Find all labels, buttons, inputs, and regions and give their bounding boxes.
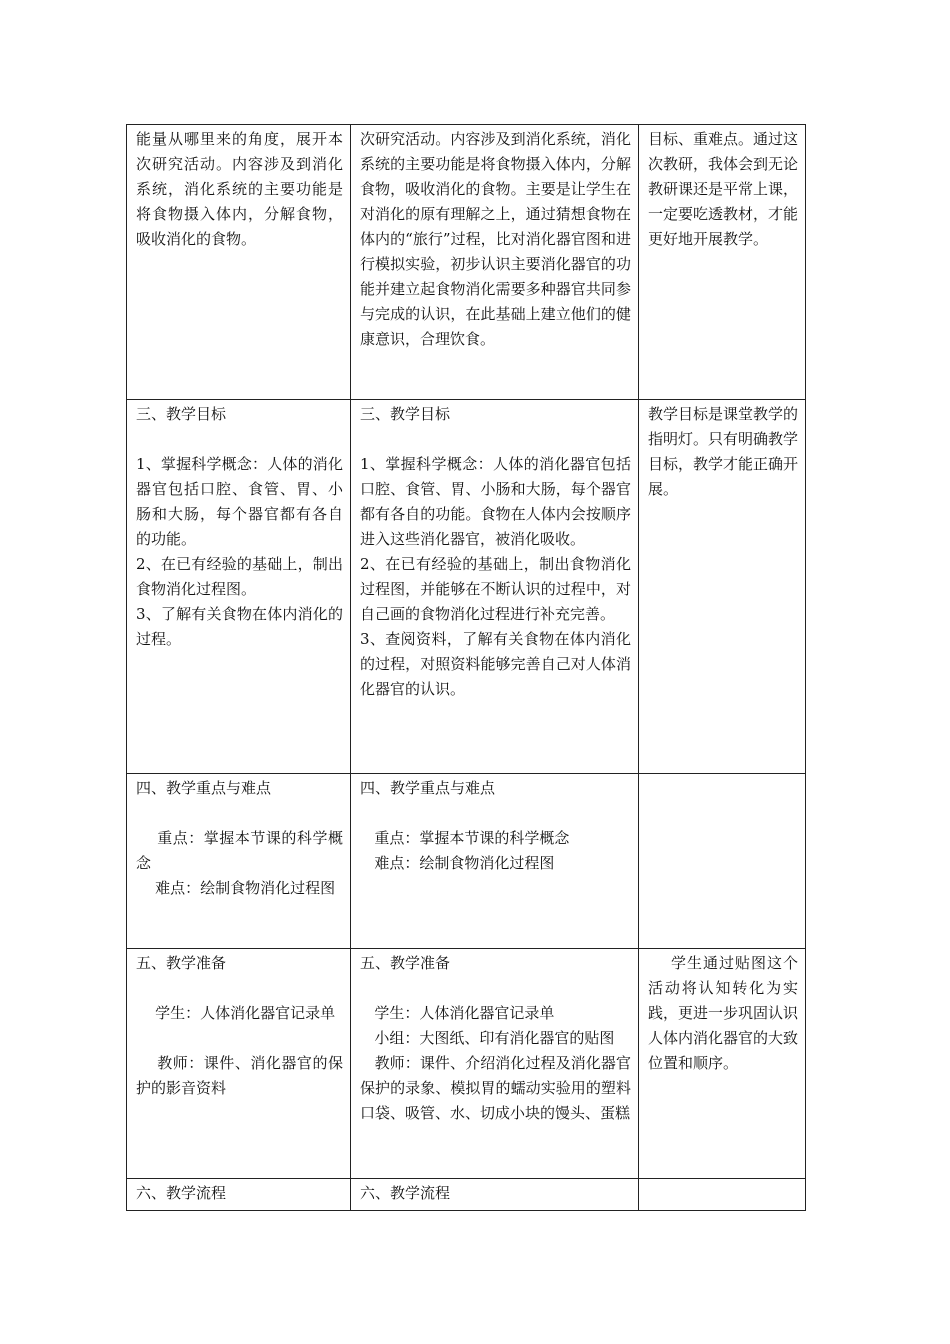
cell-text: 目标、重难点。通过这次教研，我体会到无论教研课还是平常上课，一定要吃透教材，才能更好地开展教学。 — [648, 130, 799, 248]
cell-text: 五、教学准备 学生：人体消化器官记录单 教师：课件、消化器官的保护的影音资料 — [136, 954, 343, 1097]
cell-reflection — [639, 949, 806, 1179]
lesson-plan-table — [126, 124, 806, 1211]
cell-original-design — [127, 400, 351, 774]
cell-text: 教学目标是课堂教学的指明灯。只有明确教学目标，教学才能正确开展。 — [648, 405, 799, 498]
cell-text: 六、教学流程 — [136, 1184, 227, 1202]
cell-text: 学生通过贴图这个活动将认知转化为实践，更进一步巩固认识人体内消化器官的大致位置和顺序。 — [648, 954, 799, 1072]
cell-revised-design — [351, 1179, 639, 1211]
cell-reflection — [639, 400, 806, 774]
cell-original-design — [127, 774, 351, 949]
cell-text: 五、教学准备 学生：人体消化器官记录单 小组：大图纸、印有消化器官的贴图 教师：课件、介绍消化过程及消化器官保护的录象、模拟胃的蠕动实验用的塑料口袋、吸管、水、切成小块的馒头、蛋糕 — [360, 954, 631, 1122]
cell-revised-design — [351, 125, 639, 400]
cell-text: 四、教学重点与难点 重点：掌握本节课的科学概念 难点：绘制食物消化过程图 — [136, 779, 343, 897]
table-row-process — [127, 1179, 806, 1211]
cell-reflection — [639, 774, 806, 949]
cell-reflection — [639, 1179, 806, 1211]
cell-revised-design — [351, 949, 639, 1179]
cell-text: 三、教学目标 1、掌握科学概念：人体的消化器官包括口腔、食管、胃、小肠和大肠，每个器官都有各自的功能。食物在人体内会按顺序进入这些消化器官，被消化吸收。 2、在已有经验的基础上，制出食物消化过程图，并能够在不断认识的过程中，对自己画的食物消化过程进行补充完善。 3、查阅资料，了解有关食物在体内消化的过程，对照资料能够完善自己对人体消化器官的认识。 — [360, 405, 631, 698]
cell-text: 三、教学目标 1、掌握科学概念：人体的消化器官包括口腔、食管、胃、小肠和大肠，每个器官都有各自的功能。 2、在已有经验的基础上，制出食物消化过程图。 3、了解有关食物在体内消化的过程。 — [136, 405, 343, 648]
table-row-content — [127, 125, 806, 400]
cell-revised-design — [351, 774, 639, 949]
cell-original-design — [127, 1179, 351, 1211]
cell-text: 四、教学重点与难点 重点：掌握本节课的科学概念 难点：绘制食物消化过程图 — [360, 779, 570, 872]
table-row-objectives — [127, 400, 806, 774]
cell-revised-design — [351, 400, 639, 774]
cell-original-design — [127, 949, 351, 1179]
cell-original-design — [127, 125, 351, 400]
cell-text: 次研究活动。内容涉及到消化系统，消化系统的主要功能是将食物摄入体内，分解食物，吸收消化的食物。主要是让学生在对消化的原有理解之上，通过猜想食物在体内的“旅行”过程，比对消化器官图和进行模拟实验，初步认识主要消化器官的功能并建立起食物消化需要多种器官共同参与完成的认识，在此基础上建立他们的健康意识，合理饮食。 — [360, 130, 631, 348]
cell-text: 能量从哪里来的角度，展开本次研究活动。内容涉及到消化系统，消化系统的主要功能是将食物摄入体内，分解食物，吸收消化的食物。 — [136, 130, 343, 248]
cell-text: 六、教学流程 — [360, 1184, 451, 1202]
table-row-preparation — [127, 949, 806, 1179]
table-row-keypoints — [127, 774, 806, 949]
cell-reflection — [639, 125, 806, 400]
